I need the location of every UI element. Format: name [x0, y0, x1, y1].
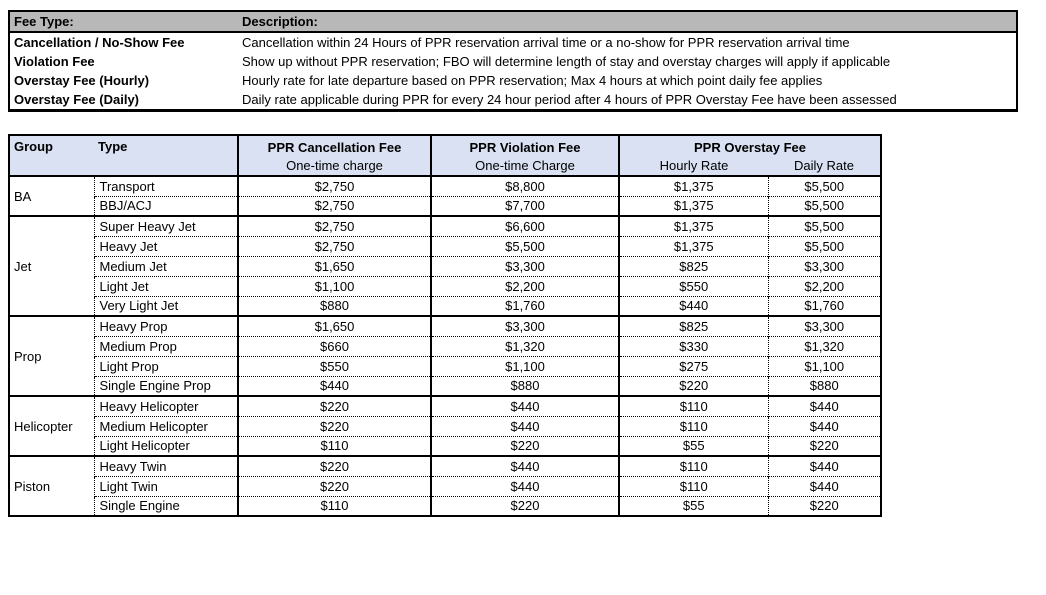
daily-rate-cell: $5,500 — [768, 176, 881, 196]
cancellation-fee-cell: $1,650 — [238, 256, 431, 276]
violation-fee-cell: $1,100 — [431, 356, 619, 376]
cancellation-fee-cell: $110 — [238, 496, 431, 516]
daily-rate-cell: $220 — [768, 496, 881, 516]
daily-rate-cell: $440 — [768, 476, 881, 496]
violation-fee-cell: $1,760 — [431, 296, 619, 316]
daily-rate-cell: $880 — [768, 376, 881, 396]
violation-fee-cell: $440 — [431, 396, 619, 416]
fee-schedule-table — [8, 134, 882, 517]
daily-rate-cell: $2,200 — [768, 276, 881, 296]
cancellation-fee-cell: $1,650 — [238, 316, 431, 336]
table-row — [9, 456, 881, 476]
fee-type-name: Overstay Fee (Daily) — [14, 92, 140, 107]
daily-rate-cell: $220 — [768, 436, 881, 456]
cancellation-fee-cell: $2,750 — [238, 236, 431, 256]
table-row — [9, 436, 881, 456]
group-label: Piston — [14, 478, 51, 494]
type-cell: Heavy Twin — [94, 456, 238, 476]
header-daily-rate: Daily Rate — [794, 158, 854, 173]
daily-rate-cell: $3,300 — [768, 316, 881, 336]
violation-fee-cell: $220 — [431, 436, 619, 456]
type-cell: Super Heavy Jet — [94, 216, 238, 236]
header-violation-fee: PPR Violation Fee — [431, 135, 619, 156]
hourly-rate-cell: $825 — [619, 256, 768, 276]
fee-type-legend — [8, 10, 1018, 112]
daily-rate-cell: $5,500 — [768, 196, 881, 216]
table-row — [9, 216, 881, 236]
cancellation-fee-cell: $2,750 — [238, 176, 431, 196]
fee-type-name: Violation Fee — [14, 54, 95, 69]
daily-rate-cell: $440 — [768, 416, 881, 436]
violation-fee-cell: $440 — [431, 456, 619, 476]
cancellation-fee-cell: $220 — [238, 456, 431, 476]
hourly-rate-cell: $110 — [619, 456, 768, 476]
daily-rate-cell: $5,500 — [768, 216, 881, 236]
type-cell: Medium Helicopter — [94, 416, 238, 436]
group-prop — [9, 316, 881, 396]
fee-type-description: Show up without PPR reservation; FBO will determine length of stay and overstay charges will apply if applicable — [242, 54, 891, 69]
group-jet — [9, 216, 881, 316]
group-helicopter — [9, 396, 881, 456]
daily-rate-cell: $5,500 — [768, 236, 881, 256]
group-label: BA — [14, 188, 32, 204]
type-cell: Heavy Jet — [94, 236, 238, 256]
table-row — [9, 476, 881, 496]
header-overstay-fee: PPR Overstay Fee — [619, 135, 881, 156]
legend-header-description: Description: — [242, 14, 318, 29]
table-row — [9, 356, 881, 376]
table-header — [9, 135, 881, 176]
type-cell: Light Helicopter — [94, 436, 238, 456]
group-piston — [9, 456, 881, 516]
hourly-rate-cell: $1,375 — [619, 236, 768, 256]
header-violation-sub: One-time Charge — [431, 156, 619, 176]
cancellation-fee-cell: $2,750 — [238, 196, 431, 216]
header-hourly-rate: Hourly Rate — [619, 156, 768, 176]
hourly-rate-cell: $1,375 — [619, 216, 768, 236]
hourly-rate-cell: $275 — [619, 356, 768, 376]
hourly-rate-cell: $55 — [619, 436, 768, 456]
type-cell: Light Jet — [94, 276, 238, 296]
hourly-rate-cell: $1,375 — [619, 176, 768, 196]
violation-fee-cell: $440 — [431, 416, 619, 436]
cancellation-fee-cell: $1,100 — [238, 276, 431, 296]
table-row — [9, 316, 881, 336]
daily-rate-cell: $1,320 — [768, 336, 881, 356]
legend-row-overstay-hourly — [10, 71, 1016, 90]
table-row — [9, 176, 881, 196]
table-row — [9, 496, 881, 516]
header-cancellation-fee: PPR Cancellation Fee — [238, 135, 431, 156]
cancellation-fee-cell: $550 — [238, 356, 431, 376]
type-cell: Heavy Helicopter — [94, 396, 238, 416]
group-ba — [9, 176, 881, 216]
legend-row-cancellation — [10, 33, 1016, 52]
header-type: Type — [98, 139, 128, 154]
fee-type-description: Hourly rate for late departure based on PPR reservation; Max 4 hours at which point daily fee applies — [242, 73, 823, 88]
violation-fee-cell: $6,600 — [431, 216, 619, 236]
violation-fee-cell: $440 — [431, 476, 619, 496]
legend-header-fee-type: Fee Type: — [14, 14, 74, 29]
legend-row-overstay-daily — [10, 90, 1016, 109]
violation-fee-cell: $220 — [431, 496, 619, 516]
type-cell: BBJ/ACJ — [94, 196, 238, 216]
hourly-rate-cell: $110 — [619, 396, 768, 416]
cancellation-fee-cell: $660 — [238, 336, 431, 356]
violation-fee-cell: $1,320 — [431, 336, 619, 356]
group-label: Jet — [14, 258, 32, 274]
hourly-rate-cell: $220 — [619, 376, 768, 396]
hourly-rate-cell: $1,375 — [619, 196, 768, 216]
type-cell: Medium Prop — [94, 336, 238, 356]
daily-rate-cell: $3,300 — [768, 256, 881, 276]
cancellation-fee-cell: $880 — [238, 296, 431, 316]
violation-fee-cell: $3,300 — [431, 256, 619, 276]
table-row — [9, 276, 881, 296]
type-cell: Light Prop — [94, 356, 238, 376]
legend-header-row — [10, 12, 1016, 33]
violation-fee-cell: $880 — [431, 376, 619, 396]
hourly-rate-cell: $440 — [619, 296, 768, 316]
cancellation-fee-cell: $220 — [238, 476, 431, 496]
header-group: Group — [14, 139, 53, 154]
type-cell: Medium Jet — [94, 256, 238, 276]
violation-fee-cell: $3,300 — [431, 316, 619, 336]
table-row — [9, 296, 881, 316]
hourly-rate-cell: $330 — [619, 336, 768, 356]
daily-rate-cell: $440 — [768, 396, 881, 416]
table-row — [9, 256, 881, 276]
type-cell: Heavy Prop — [94, 316, 238, 336]
header-cancellation-sub: One-time charge — [238, 156, 431, 176]
legend-row-violation — [10, 52, 1016, 71]
daily-rate-cell: $1,760 — [768, 296, 881, 316]
table-row — [9, 236, 881, 256]
cancellation-fee-cell: $440 — [238, 376, 431, 396]
table-row — [9, 416, 881, 436]
table-row — [9, 196, 881, 216]
violation-fee-cell: $2,200 — [431, 276, 619, 296]
violation-fee-cell: $8,800 — [431, 176, 619, 196]
type-cell: Transport — [94, 176, 238, 196]
hourly-rate-cell: $55 — [619, 496, 768, 516]
fee-type-name: Overstay Fee (Hourly) — [14, 73, 150, 88]
cancellation-fee-cell: $2,750 — [238, 216, 431, 236]
hourly-rate-cell: $110 — [619, 416, 768, 436]
fee-type-name: Cancellation / No-Show Fee — [14, 35, 185, 50]
cancellation-fee-cell: $220 — [238, 396, 431, 416]
hourly-rate-cell: $825 — [619, 316, 768, 336]
cancellation-fee-cell: $220 — [238, 416, 431, 436]
fee-type-description: Cancellation within 24 Hours of PPR reservation arrival time or a no-show for PPR reservation arrival time — [242, 35, 850, 50]
fee-type-description: Daily rate applicable during PPR for every 24 hour period after 4 hours of PPR Overstay Fee have been assessed — [242, 92, 897, 107]
type-cell: Single Engine Prop — [94, 376, 238, 396]
cancellation-fee-cell: $110 — [238, 436, 431, 456]
violation-fee-cell: $5,500 — [431, 236, 619, 256]
group-label: Prop — [14, 348, 42, 364]
type-cell: Very Light Jet — [94, 296, 238, 316]
daily-rate-cell: $1,100 — [768, 356, 881, 376]
group-label: Helicopter — [14, 418, 73, 434]
table-row — [9, 336, 881, 356]
table-row — [9, 376, 881, 396]
table-row — [9, 396, 881, 416]
hourly-rate-cell: $110 — [619, 476, 768, 496]
hourly-rate-cell: $550 — [619, 276, 768, 296]
type-cell: Single Engine — [94, 496, 238, 516]
type-cell: Light Twin — [94, 476, 238, 496]
daily-rate-cell: $440 — [768, 456, 881, 476]
violation-fee-cell: $7,700 — [431, 196, 619, 216]
